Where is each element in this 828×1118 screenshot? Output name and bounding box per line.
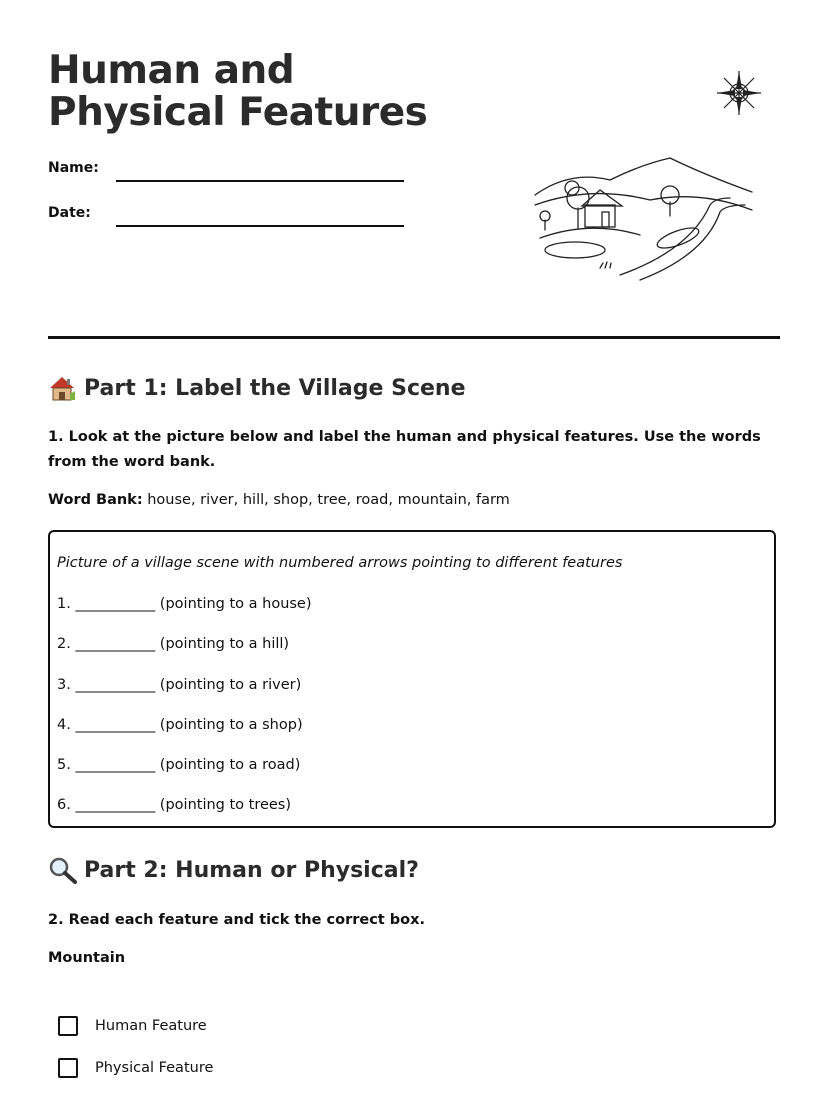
name-line[interactable]	[116, 180, 404, 182]
word-bank	[48, 492, 510, 508]
part1-heading	[48, 374, 466, 402]
picture-box	[48, 530, 776, 828]
date-label: Date:	[48, 205, 91, 221]
physical-feature-checkbox[interactable]	[58, 1058, 78, 1078]
label-item-3[interactable]: 3. ___________ (pointing to a river)	[57, 677, 302, 693]
option-physical[interactable]	[58, 1058, 213, 1078]
label-item-4[interactable]: 4. ___________ (pointing to a shop)	[57, 717, 303, 733]
date-line[interactable]	[116, 225, 404, 227]
label-item-1[interactable]: 1. ___________ (pointing to a house)	[57, 596, 312, 612]
part2-question: 2. Read each feature and tick the correct box.	[48, 912, 425, 928]
option-label: Physical Feature	[95, 1060, 214, 1076]
name-label: Name:	[48, 160, 99, 176]
village-scene-illustration	[530, 150, 760, 285]
part1-question: 1. Look at the picture below and label the human and physical features. Use the words from the word bank.	[48, 429, 761, 470]
option-label: Human Feature	[95, 1018, 207, 1034]
label-item-2[interactable]: 2. ___________ (pointing to a hill)	[57, 636, 290, 652]
page-title: Human and Physical Features	[48, 48, 428, 135]
divider	[48, 336, 780, 339]
magnifier-icon	[48, 856, 78, 884]
part2-heading-text: Part 2: Human or Physical?	[84, 857, 419, 883]
word-bank-label: Word Bank:	[48, 492, 143, 508]
part2-heading	[48, 856, 419, 884]
compass-icon	[716, 70, 762, 116]
label-item-5[interactable]: 5. ___________ (pointing to a road)	[57, 757, 301, 773]
human-feature-checkbox[interactable]	[58, 1016, 78, 1036]
house-icon	[48, 374, 78, 402]
word-bank-words: house, river, hill, shop, tree, road, mountain, farm	[147, 492, 510, 508]
picture-caption: Picture of a village scene with numbered arrows pointing to different features	[57, 555, 623, 571]
label-item-6[interactable]: 6. ___________ (pointing to trees)	[57, 797, 292, 813]
feature-name: Mountain	[48, 950, 126, 966]
option-human[interactable]	[58, 1016, 207, 1036]
part1-heading-text: Part 1: Label the Village Scene	[84, 375, 466, 401]
